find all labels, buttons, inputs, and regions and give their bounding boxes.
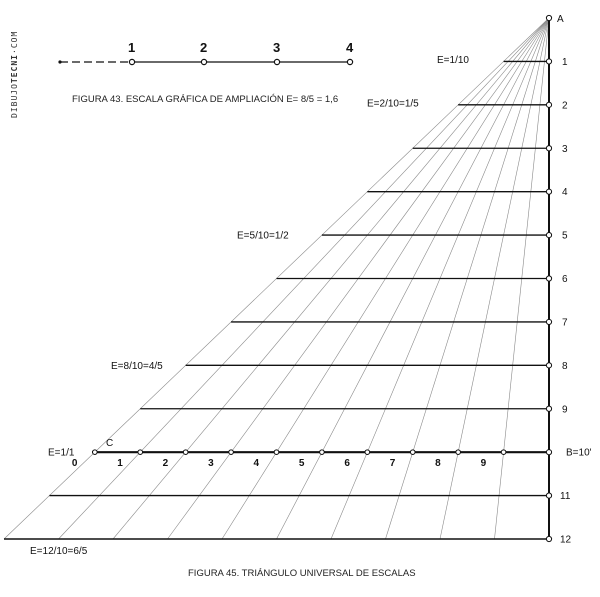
division-point [93,450,98,455]
scale-point [347,59,352,64]
scale-point [201,59,206,64]
level-number: 5 [562,230,568,242]
scale-label: E=5/10=1/2 [237,230,289,242]
level-point [546,276,551,281]
division-number: 0 [71,458,78,470]
level-number: 2 [562,100,568,112]
point-b-label: B=10' [566,447,592,459]
scale-point [129,59,134,64]
division-number: 7 [389,458,396,470]
scale-label: E=12/10=6/5 [30,546,88,557]
scale-label: E=2/10=1/5 [367,98,419,110]
apex-label: A [557,14,564,25]
scale-label: E=8/10=4/5 [111,360,163,372]
level-point [546,146,551,151]
division-number: 8 [435,458,441,470]
division-number: 2 [162,458,169,470]
level-number: 11 [560,491,571,503]
figure-43-caption: FIGURA 43. ESCALA GRÁFICA DE AMPLIACIÓN E= 8/5 = 1,6 [72,94,339,105]
scale-point-label: 4 [346,40,354,55]
level-point [546,59,551,64]
division-point [410,450,415,455]
level-point [546,536,551,541]
scale-point-label: 3 [273,40,281,55]
scale-point-label: 2 [200,40,208,55]
scale-origin-point [58,60,61,63]
division-number: 4 [253,458,260,470]
figure-43-graphic-scale [58,40,354,105]
level-number: 9 [562,404,568,416]
division-point [229,450,234,455]
level-point [546,493,551,498]
level-number: 7 [562,317,568,329]
level-point [546,363,551,368]
division-number: 3 [208,458,214,470]
level-point [546,102,551,107]
division-number: 9 [480,458,487,470]
scale-point-label: 1 [128,40,136,55]
division-number: 1 [117,458,123,470]
scale-label: E=1/1 [48,447,75,459]
apex-point [546,15,551,20]
level-point [546,450,551,455]
division-point [320,450,325,455]
level-number: 1 [562,56,568,68]
scale-label: E=1/10 [437,54,469,66]
brand-watermark: DIBUJOTECNI·COM [10,30,19,118]
level-point [546,232,551,237]
point-c-label: C [106,438,114,450]
division-point [274,450,279,455]
division-number: 5 [298,458,305,470]
division-point [138,450,143,455]
figure-45-caption: FIGURA 45. TRIÁNGULO UNIVERSAL DE ESCALAS [188,568,416,579]
level-point [546,189,551,194]
level-number: 8 [562,360,568,372]
level-number: 12 [560,534,572,546]
level-number: 6 [562,274,568,285]
division-point [183,450,188,455]
scale-point [274,59,279,64]
division-number: 6 [344,458,350,470]
level-point [546,319,551,324]
division-point [456,450,461,455]
level-number: 4 [562,187,568,199]
level-point [546,406,551,411]
division-point [365,450,370,455]
level-number: 3 [562,143,568,155]
division-point [501,450,506,455]
